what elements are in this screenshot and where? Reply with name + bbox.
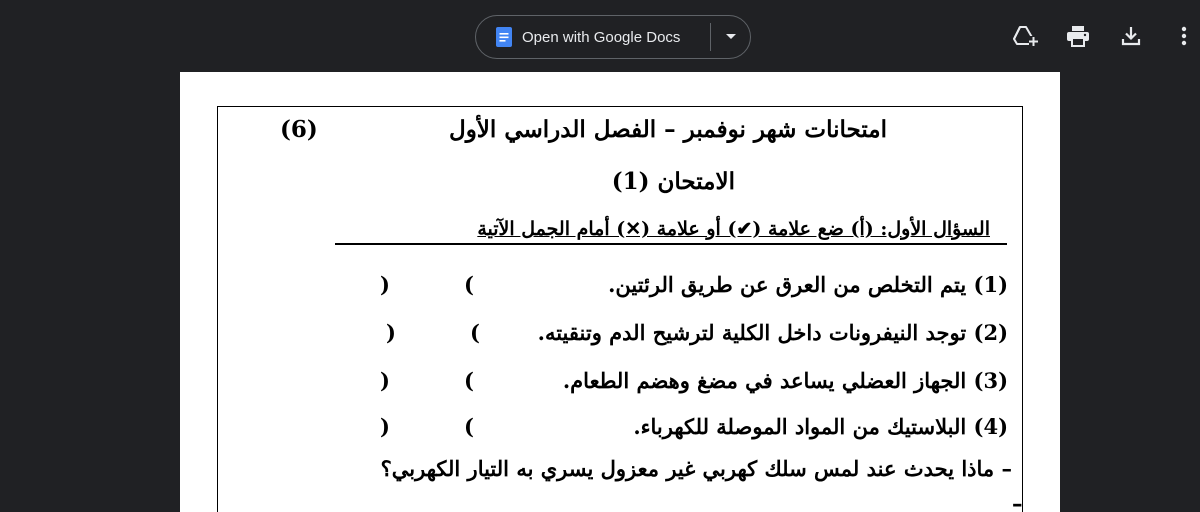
exam-border-frame <box>217 106 1023 512</box>
viewer-toolbar <box>0 0 1200 72</box>
add-to-drive-button[interactable] <box>1011 22 1039 50</box>
answer-paren-close-3: ) <box>380 368 390 393</box>
open-with-google-docs-split-button <box>475 15 751 59</box>
answer-paren-open-4: ( <box>464 414 474 439</box>
question-one-heading: السؤال الأول: (أ) ضع علامة (✔) أو علامة (✕) أمام الجمل الآتية <box>477 218 990 240</box>
answer-paren-close-4: ) <box>380 414 390 439</box>
document-page <box>180 72 1060 512</box>
answer-paren-close-1: ) <box>380 272 390 297</box>
statement-4: (4) البلاستيك من المواد الموصلة للكهرباء. <box>633 414 1008 439</box>
google-docs-icon <box>496 27 512 47</box>
print-icon <box>1066 25 1090 47</box>
download-button[interactable] <box>1117 22 1145 50</box>
open-with-dropdown-button[interactable] <box>711 16 750 58</box>
print-button[interactable] <box>1064 22 1092 50</box>
statement-2: (2) توجد النيفرونات داخل الكلية لترشيح الدم وتنقيته. <box>537 320 1008 345</box>
question-b-text: – ماذا يحدث عند لمس سلك كهربي غير معزول يسري به التيار الكهربي؟ <box>380 456 1012 481</box>
answer-paren-open-3: ( <box>464 368 474 393</box>
exam-title: امتحانات شهر نوفمبر – الفصل الدراسي الأول <box>448 116 887 143</box>
exam-number-heading: الامتحان (1) <box>611 168 735 195</box>
download-icon <box>1121 25 1141 47</box>
answer-paren-open-2: ( <box>470 320 480 345</box>
caret-down-icon <box>725 33 737 41</box>
answer-paren-open-1: ( <box>464 272 474 297</box>
statement-3: (3) الجهاز العضلي يساعد في مضغ وهضم الطعام. <box>562 368 1008 393</box>
open-with-google-docs-button[interactable] <box>476 16 710 58</box>
question-heading-rule <box>335 243 1007 245</box>
more-vert-icon <box>1181 25 1187 47</box>
more-options-button[interactable] <box>1170 22 1198 50</box>
statement-1: (1) يتم التخلص من العرق عن طريق الرئتين. <box>608 272 1008 297</box>
add-to-drive-icon <box>1012 24 1038 48</box>
exam-title-number: (6) <box>280 116 318 143</box>
answer-line-dash: – <box>1012 492 1023 512</box>
answer-paren-close-2: ) <box>386 320 396 345</box>
open-with-google-docs-label: Open with Google Docs <box>522 28 681 46</box>
